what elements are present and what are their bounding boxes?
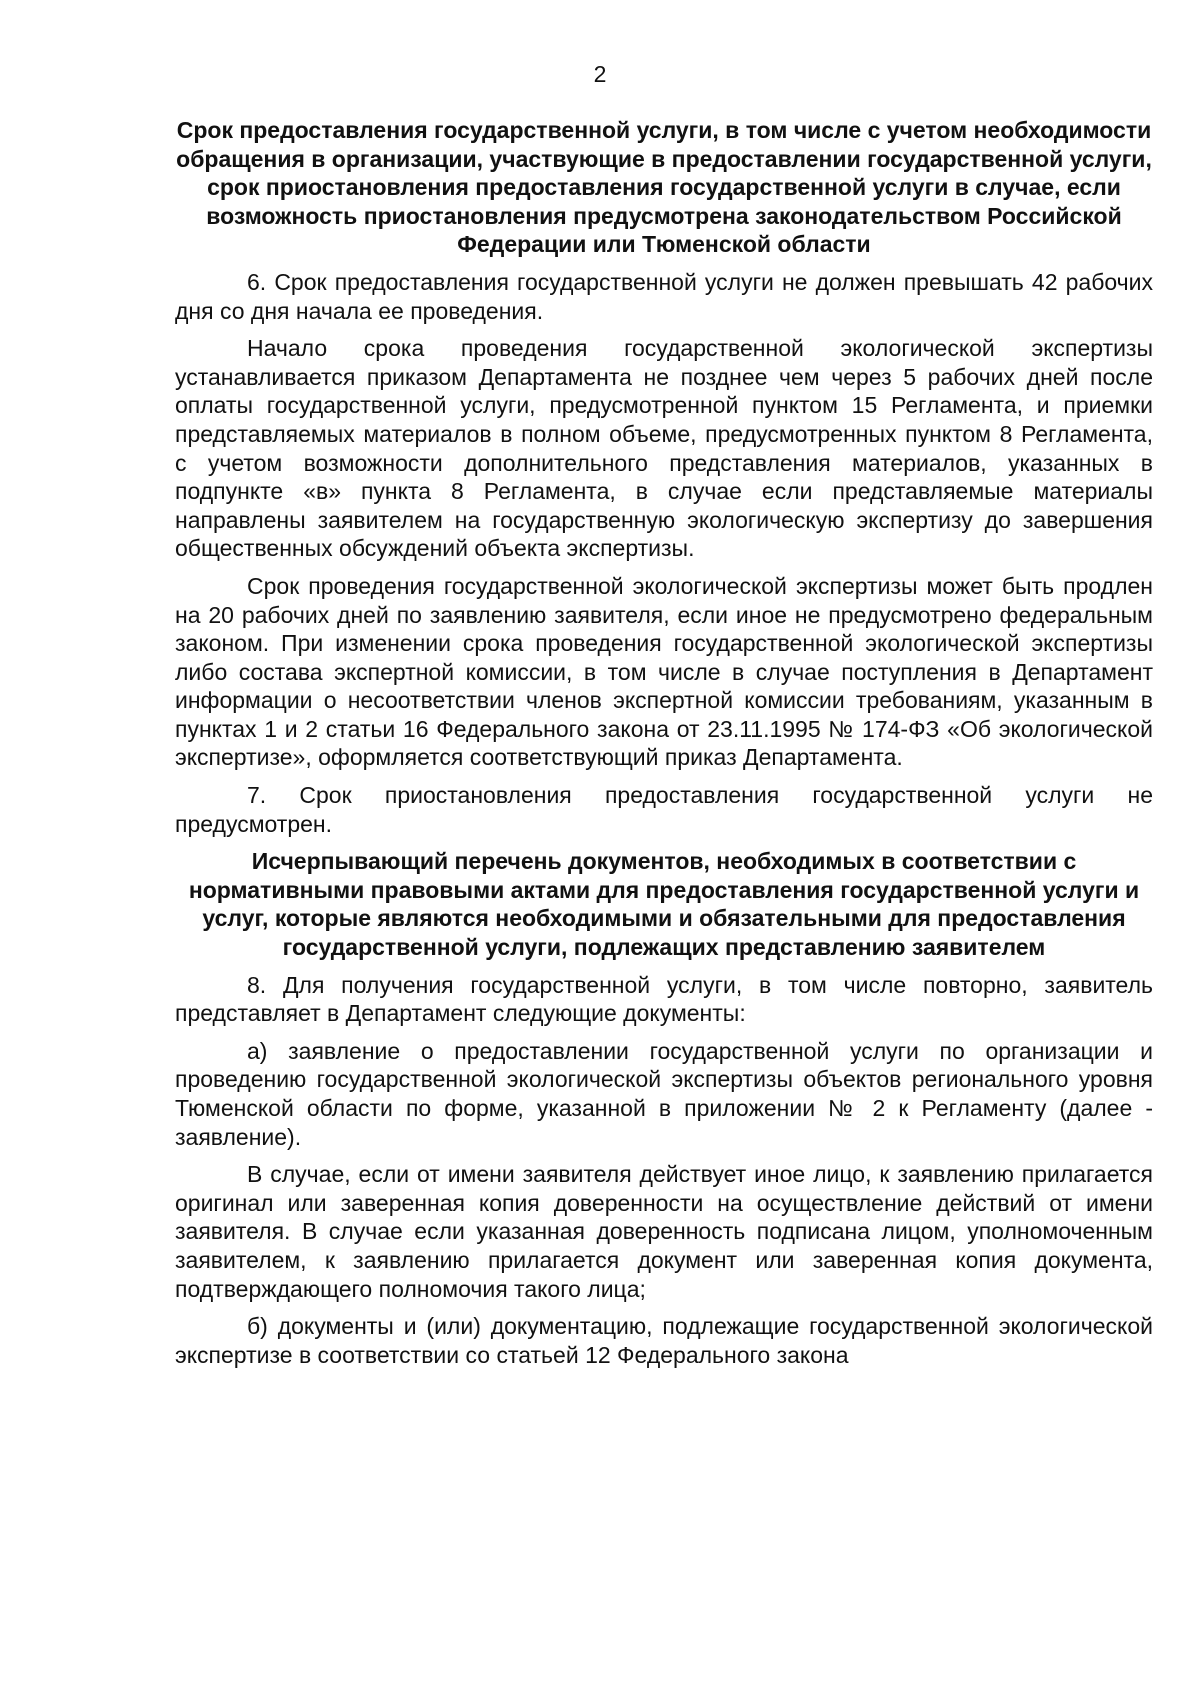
paragraph-6-start-term: Начало срока проведения государственной экологической экспертизы устанавливается приказом Департамента не позднее чем через 5 рабочих дней после оплаты государственной услуги, предусмотренной пунктом 15 Регламента, и приемки представляемых материалов в полном объеме, предусмотренных пунктом 8 Регламента, с учетом возможности дополнительного представления материалов, указанных в подпункте «в» пункта 8 Регламента, в случае если представляемые материалы направлены заявителем на государственную экологическую экспертизу до завершения общественных обсуждений объекта экспертизы. <box>175 335 1153 562</box>
document-body <box>175 116 1153 1378</box>
paragraph-8a: а) заявление о предоставлении государственной услуги по организации и проведению государственной экологической экспертизы объектов регионального уровня Тюменской области по форме, указанной в приложении № 2 к Регламенту (далее - заявление). <box>175 1037 1153 1150</box>
paragraph-8a-proxy: В случае, если от имени заявителя действует иное лицо, к заявлению прилагается оригинал или заверенная копия доверенности на осуществление действий от имени заявителя. В случае если указанная доверенность подписана лицом, уполномоченным заявителем, к заявлению прилагается документ или заверенная копия документа, подтверждающего полномочия такого лица; <box>175 1161 1153 1302</box>
paragraph-6: 6. Срок предоставления государственной услуги не должен превышать 42 рабочих дня со дня начала ее проведения. <box>175 268 1153 324</box>
section-heading-documents: Исчерпывающий перечень документов, необходимых в соответствии с нормативными правовыми актами для предоставления государственной услуги и услуг, которые являются необходимыми и обязательными для предоставления государственной услуги, подлежащих представлению заявителем <box>188 848 1140 961</box>
paragraph-8: 8. Для получения государственной услуги, в том числе повторно, заявитель представляет в Департамент следующие документы: <box>175 971 1153 1027</box>
paragraph-8b: б) документы и (или) документацию, подлежащие государственной экологической экспертизе в соответствии со статьей 12 Федерального закона <box>175 1313 1153 1368</box>
paragraph-6-extension: Срок проведения государственной экологической экспертизы может быть продлен на 20 рабочих дней по заявлению заявителя, если иное не предусмотрено федеральным законом. При изменении срока проведения государственной экологической экспертизы либо состава экспертной комиссии, в том числе в случае поступления в Департамент информации о несоответствии членов экспертной комиссии требованиям, указанным в пунктах 1 и 2 статьи 16 Федерального закона от 23.11.1995 № 174-ФЗ «Об экологической экспертизе», оформляется соответствующий приказ Департамента. <box>175 572 1153 771</box>
paragraph-7: 7. Срок приостановления предоставления государственной услуги не предусмотрен. <box>175 782 1153 837</box>
section-heading-term: Срок предоставления государственной услуги, в том числе с учетом необходимости обращения в организации, участвующие в предоставлении государственной услуги, срок приостановления предоставления государственной услуги в случае, если возможность приостановления предусмотрена законодательством Российской Федерации или Тюменской области <box>176 117 1152 258</box>
page-number: 2 <box>593 61 607 87</box>
